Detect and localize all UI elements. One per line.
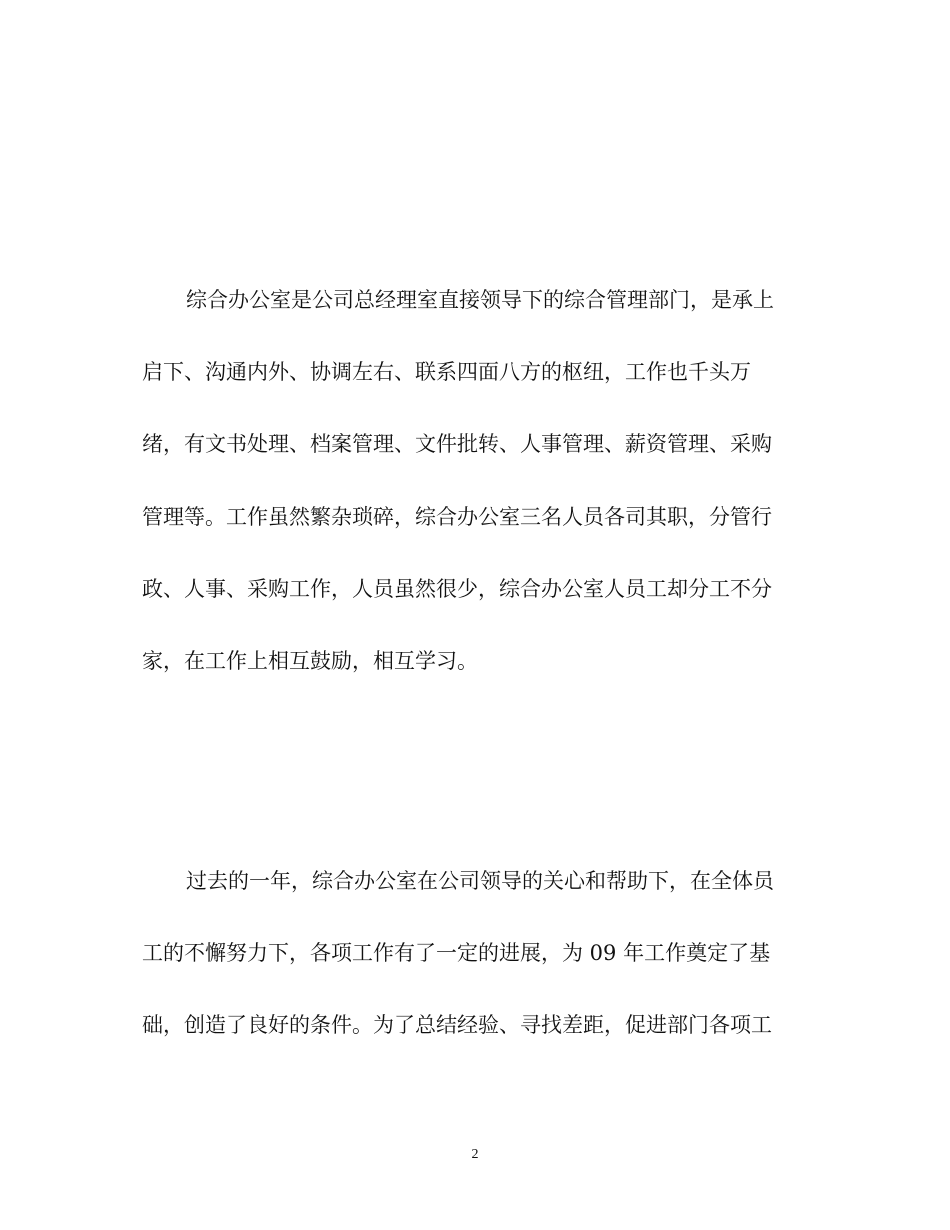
paragraph-1-line-3: 绪，有文书处理、档案管理、文件批转、人事管理、薪资管理、采购 bbox=[142, 432, 772, 456]
paragraph-1-line-2: 启下、沟通内外、协调左右、联系四面八方的枢纽，工作也千头万 bbox=[142, 360, 751, 384]
paragraph-1-line-4: 管理等。工作虽然繁杂琐碎，综合办公室三名人员各司其职，分管行 bbox=[142, 505, 772, 529]
paragraph-2-line-1: 过去的一年，综合办公室在公司领导的关心和帮助下，在全体员 bbox=[186, 869, 774, 893]
paragraph-1-line-6: 家，在工作上相互鼓励，相互学习。 bbox=[142, 649, 478, 673]
paragraph-2-line-3: 础，创造了良好的条件。为了总结经验、寻找差距，促进部门各项工 bbox=[142, 1013, 772, 1037]
paragraph-1-line-1: 综合办公室是公司总经理室直接领导下的综合管理部门，是承上 bbox=[186, 288, 774, 312]
page-number: 2 bbox=[471, 1147, 479, 1162]
paragraph-1-line-5: 政、人事、采购工作，人员虽然很少，综合办公室人员工却分工不分 bbox=[142, 577, 772, 601]
paragraph-2-line-2: 工的不懈努力下，各项工作有了一定的进展，为 09 年工作奠定了基 bbox=[142, 941, 771, 965]
